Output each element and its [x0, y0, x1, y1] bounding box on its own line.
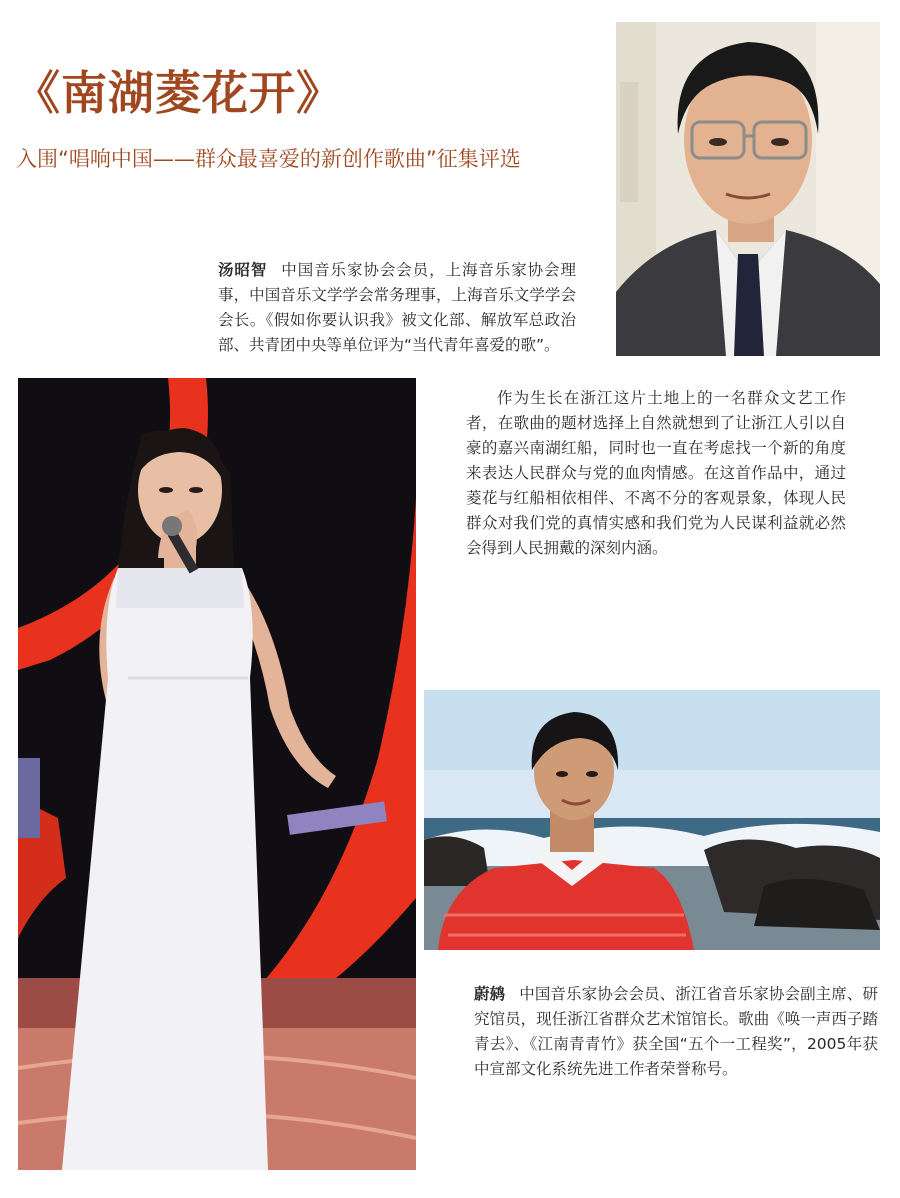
composer-beach-photo [424, 690, 880, 950]
lyricist-portrait-photo [616, 22, 880, 356]
composer-bio-text: 中国音乐家协会会员、浙江省音乐家协会副主席、研究馆员，现任浙江省群众艺术馆馆长。歌曲《唤一声西子踏青去》、《江南青青竹》获全国“五个一工程奖”，2005年获中宣部文化系统先进工作者荣誉称号。 [474, 985, 878, 1078]
composer-bio [474, 982, 878, 1110]
article-body: 作为生长在浙江这片土地上的一名群众文艺工作者，在歌曲的题材选择上自然就想到了让浙江人引以自豪的嘉兴南湖红船，同时也一直在考虑找一个新的角度来表达人民群众与党的血肉情感。在这首作品中，通过菱花与红船相依相伴、不离不分的客观景象，体现人民群众对我们党的真情实感和我们党为人民谋利益就必然会得到人民拥戴的深刻内涵。 [466, 389, 846, 557]
singer-stage-photo [18, 378, 416, 1170]
composer-name: 蔚鸫 [474, 985, 506, 1003]
lyricist-name: 汤昭智 [218, 261, 268, 279]
lyricist-bio-text: 中国音乐家协会会员，上海音乐家协会理事，中国音乐文学学会常务理事，上海音乐文学学会会长。《假如你要认识我》被文化部、解放军总政治部、共青团中央等单位评为“当代青年喜爱的歌”。 [218, 261, 576, 354]
article-subtitle: 入围“唱响中国——群众最喜爱的新创作歌曲”征集评选 [16, 147, 521, 171]
article-title: 《南湖菱花开》 [14, 66, 343, 120]
lyricist-bio [218, 258, 576, 362]
